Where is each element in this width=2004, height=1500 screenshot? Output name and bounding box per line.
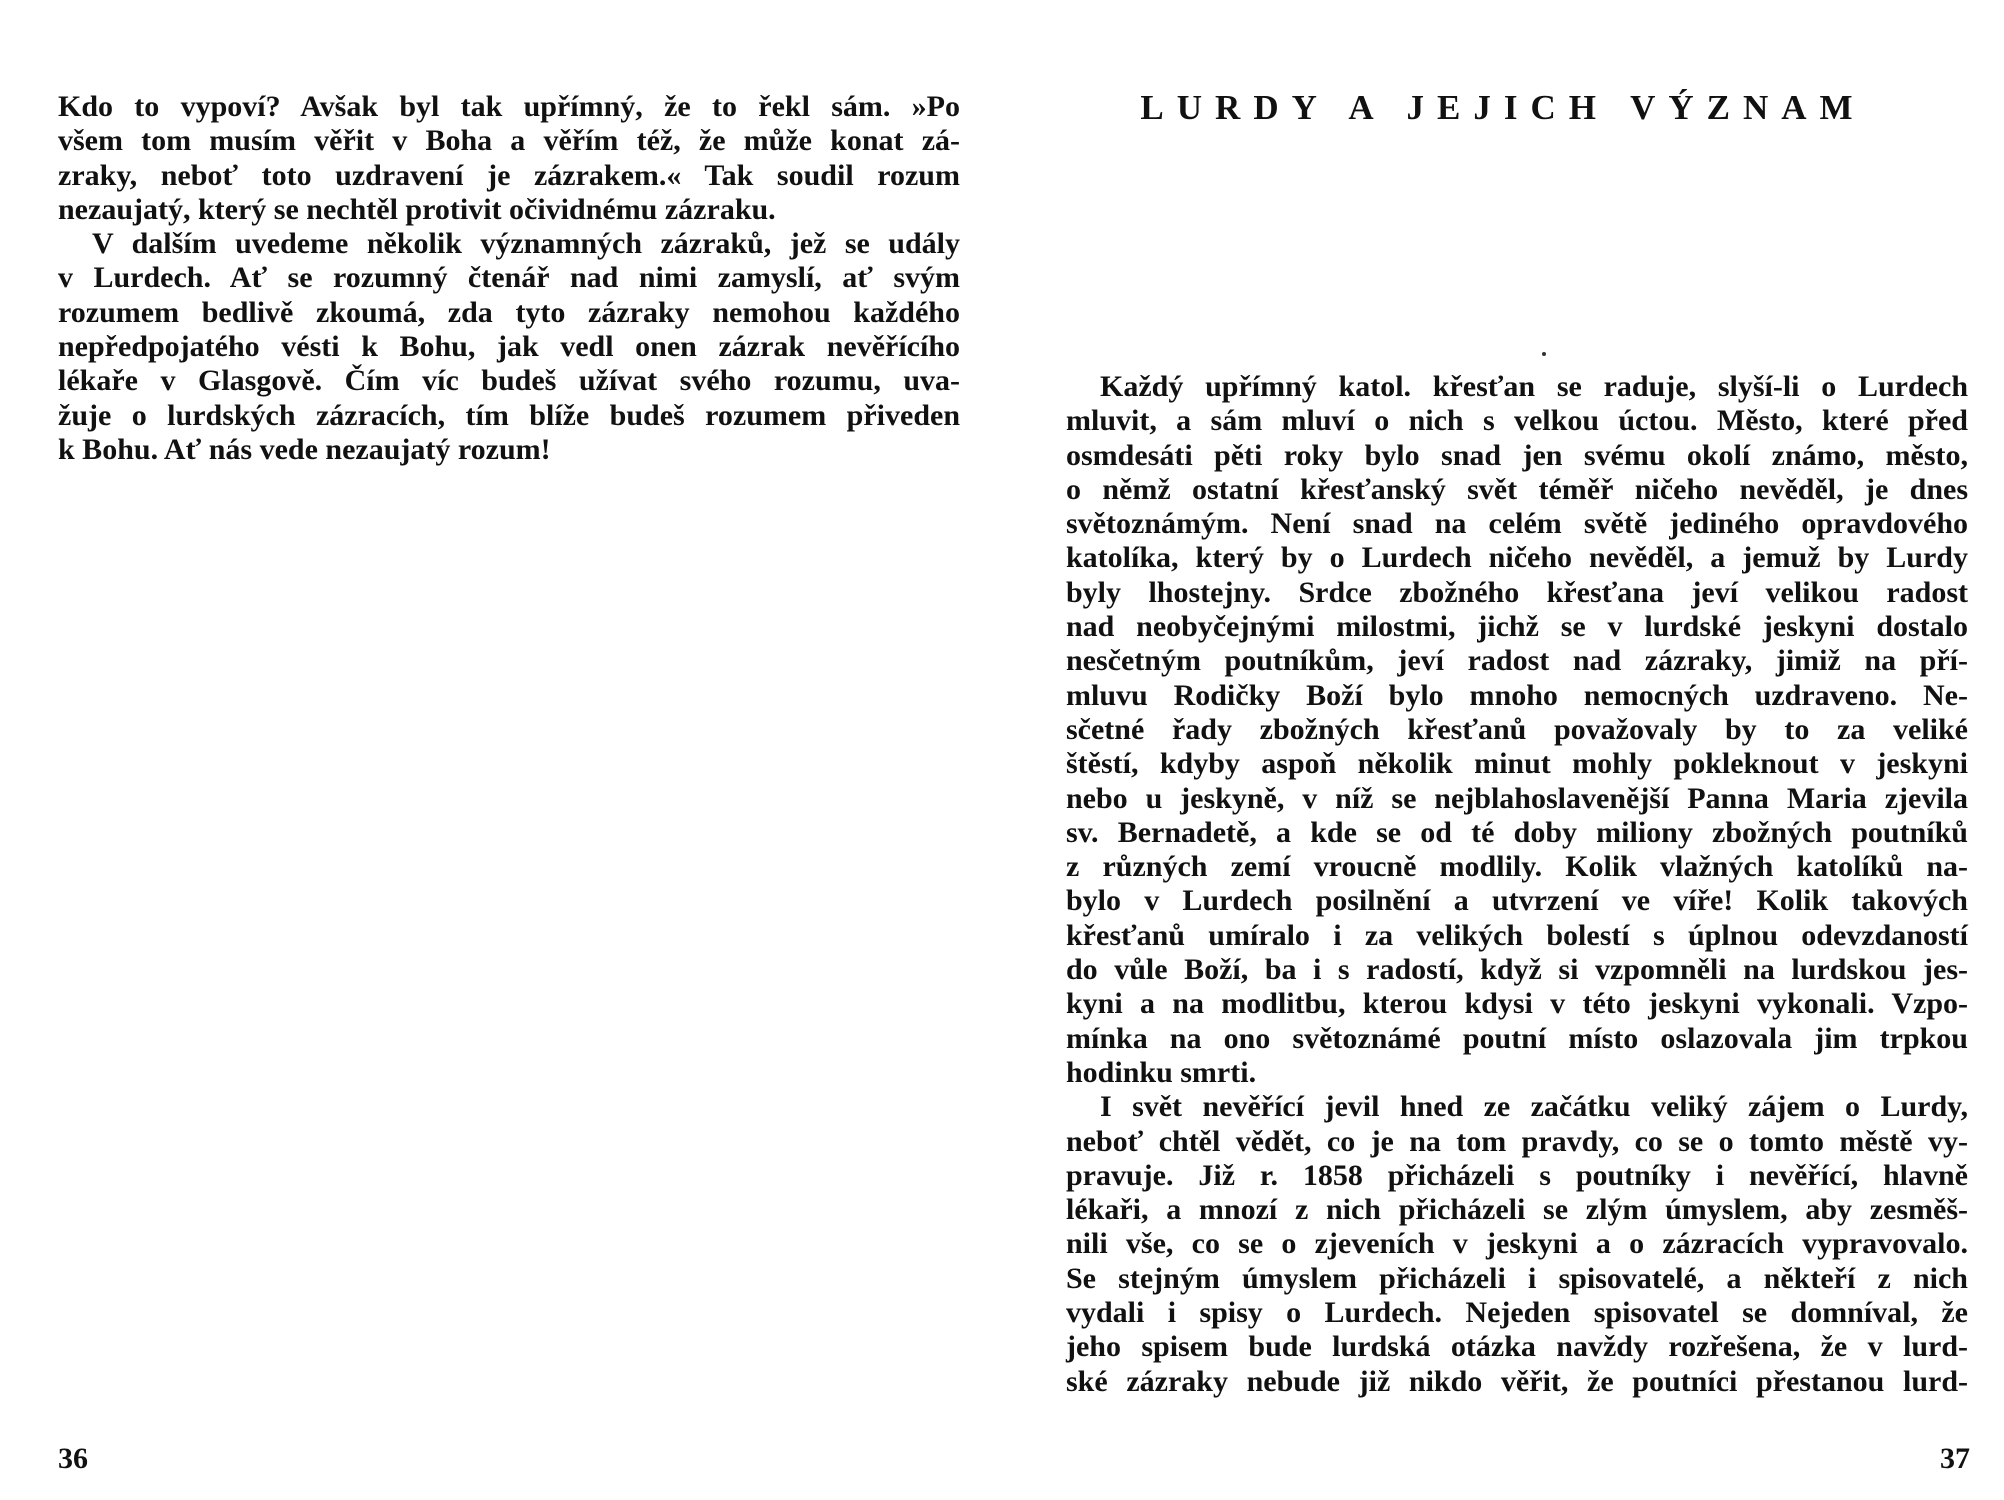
text-line: nesčetným poutníkům, jeví radost nad zázraky, jimiž na pří- [1066,644,1968,678]
print-speck [1542,352,1546,356]
text-line: byly lhostejny. Srdce zbožného křesťana jeví velikou radost [1066,575,1968,609]
text-line: nepředpojatého vésti k Bohu, jak vedl onen zázrak nevěřícího [58,330,960,364]
text-line: štěstí, kdyby aspoň několik minut mohly pokleknout v jeskyni [1066,747,1968,781]
text-line: kyni a na modlitbu, kterou kdysi v této jeskyni vykonali. Vzpo- [1066,987,1968,1021]
text-line: V dalším uvedeme několik významných zázraků, jež se udály [92,227,960,261]
text-line: k Bohu. Ať nás vede nezaujatý rozum! [58,432,551,466]
text-line: lékaři, a mnozí z nich přicházeli se zlým úmyslem, aby zesměš- [1066,1193,1968,1227]
text-line: pravuje. Již r. 1858 přicházeli s poutníky i nevěřící, hlavně [1066,1158,1968,1192]
text-line: ské zázraky nebude již nikdo věřit, že poutníci přestanou lurd- [1066,1364,1968,1398]
text-line: osmdesáti pěti roky bylo snad jen svému okolí známo, město, [1066,438,1968,472]
text-line: Kdo to vypoví? Avšak byl tak upřímný, že to řekl sám. »Po [58,90,960,123]
left-paragraph-2 [58,227,960,467]
text-line: do vůle Boží, ba i s radostí, když si vzpomněli na lurdskou jes- [1066,953,1968,987]
text-line: všem tom musím věřit v Boha a věřím též, že může konat zá- [58,124,960,158]
text-line: katolíka, který by o Lurdech ničeho nevěděl, a jemuž by Lurdy [1066,541,1968,575]
left-page-text [58,90,960,467]
page-number: 37 [1940,1442,1970,1475]
text-line: nad neobyčejnými milostmi, jichž se v lurdské jeskyni dostalo [1066,610,1968,644]
right-paragraph-2 [1066,1090,1968,1399]
text-line: z různých zemí vroucně modlily. Kolik vlažných katolíků na- [1066,850,1968,884]
right-paragraph-1 [1066,370,1968,1090]
text-line: o němž ostatní křesťanský svět téměř ničeho nevěděl, je dnes [1066,472,1968,506]
right-page-text [1066,370,1968,1399]
text-line: rozumem bedlivě zkoumá, zda tyto zázraky nemohou každého [58,295,960,329]
text-line: zraky, neboť toto uzdravení je zázrakem.« Tak soudil rozum [58,158,960,192]
left-paragraph-1 [58,90,960,227]
text-line: mluvu Rodičky Boží bylo mnoho nemocných uzdraveno. Ne- [1066,678,1968,712]
text-line: mluvit, a sám mluví o nich s velkou úctou. Město, které před [1066,404,1968,438]
text-line: Každý upřímný katol. křesťan se raduje, slyší-li o Lurdech [1100,370,1968,403]
text-line: sv. Bernadetě, a kde se od té doby miliony zbožných poutníků [1066,815,1968,849]
text-line: lékaře v Glasgově. Čím víc budeš užívat svého rozumu, uva- [58,364,960,398]
text-line: žuje o lurdských zázracích, tím blíže budeš rozumem přiveden [58,398,960,432]
text-line: jeho spisem bude lurdská otázka navždy rozřešena, že v lurd- [1066,1330,1968,1364]
text-line: bylo v Lurdech posilnění a utvrzení ve víře! Kolik takových [1066,884,1968,918]
text-line: nebo u jeskyně, v níž se nejblahoslavenější Panna Maria zjevila [1066,781,1968,815]
text-line: v Lurdech. Ať se rozumný čtenář nad nimi zamyslí, ať svým [58,261,960,295]
right-page [1002,0,2004,1500]
text-line: nili vše, co se o zjeveních v jeskyni a o zázracích vypravovalo. [1066,1227,1968,1261]
chapter-title: LURDY A JEJICH VÝZNAM [1140,88,1866,127]
text-line: vydali i spisy o Lurdech. Nejeden spisovatel se domníval, že [1066,1296,1968,1330]
text-line: hodinku smrti. [1066,1055,1257,1089]
text-line: mínka na ono světoznámé poutní místo oslazovala jim trpkou [1066,1021,1968,1055]
text-line: I svět nevěřící jevil hned ze začátku veliký zájem o Lurdy, [1100,1090,1968,1124]
text-line: neboť chtěl vědět, co je na tom pravdy, co se o tomto městě vy- [1066,1124,1968,1158]
text-line: sčetné řady zbožných křesťanů považovaly by to za veliké [1066,712,1968,746]
text-line: světoznámým. Není snad na celém světě jediného opravdového [1066,507,1968,541]
text-line: křesťanů umíralo i za velikých bolestí s úplnou odevzdaností [1066,918,1968,952]
page-number: 36 [58,1442,88,1475]
text-line: Se stejným úmyslem přicházeli i spisovatelé, a někteří z nich [1066,1261,1968,1295]
text-line: nezaujatý, který se nechtěl protivit očividnému zázraku. [58,192,776,226]
